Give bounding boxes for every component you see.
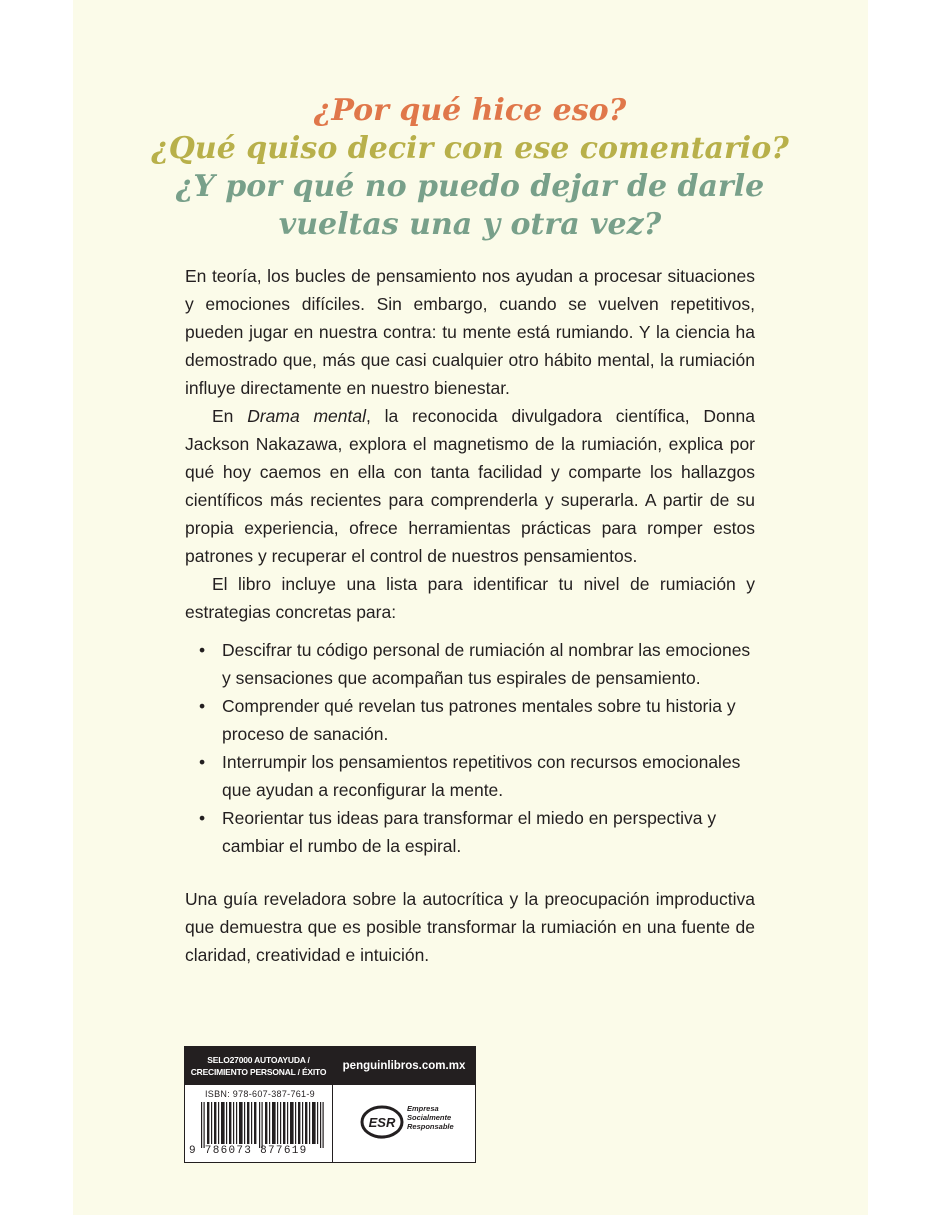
- headline-line-1: ¿Por qué hice eso?: [313, 93, 627, 128]
- category-line-1: SELO27000 AUTOAYUDA /: [207, 1055, 310, 1065]
- closing-text: Una guía reveladora sobre la autocrítica y la preocupación improductiva que demuestra que es posible transformar la rumiación en una fuente de claridad, creatividad e intuición.: [185, 889, 755, 965]
- strategy-list: [185, 636, 755, 860]
- publisher-info-box: [184, 1046, 476, 1163]
- headline-line-3: ¿Y por qué no puedo dejar de darle: [175, 169, 765, 204]
- list-item-text: Descifrar tu código personal de rumiación al nombrar las emociones y sensaciones que acompañan tus espirales de pensamiento.: [222, 640, 751, 688]
- publisher-website: penguinlibros.com.mx: [333, 1047, 475, 1085]
- list-item-text: Comprender qué revelan tus patrones mentales sobre tu historia y proceso de sanación.: [222, 696, 736, 744]
- list-item: [185, 692, 755, 748]
- category-label: [185, 1047, 332, 1085]
- esr-line-2: Socialmente: [407, 1113, 452, 1122]
- list-item: [185, 748, 755, 804]
- book-title: Drama mental: [247, 406, 367, 426]
- headline: [0, 92, 940, 244]
- list-item-text: Reorientar tus ideas para transformar el miedo en perspectiva y cambiar el rumbo de la espiral.: [222, 808, 717, 856]
- bullet-icon: •: [199, 752, 206, 772]
- barcode-number: 9 786073 877619: [189, 1145, 308, 1157]
- synopsis-paragraph-1: En teoría, los bucles de pensamiento nos ayudan a procesar situaciones y emociones difíciles. Sin embargo, cuando se vuelven repetitivos, pueden jugar en nuestra contra: tu mente está rumiando. Y la ciencia ha demostrado que, más que casi cualquier otro hábito mental, la rumiación influye directamente en nuestro bienestar.: [185, 266, 755, 398]
- esr-label: [407, 1104, 454, 1131]
- synopsis-paragraph-2: [185, 402, 755, 570]
- barcode-icon: [199, 1102, 327, 1148]
- list-item: [185, 804, 755, 860]
- bullet-icon: •: [199, 640, 206, 660]
- list-item-text: Interrumpir los pensamientos repetitivos con recursos emocionales que ayudan a reconfigurar la mente.: [222, 752, 741, 800]
- esr-logo-text: ESR: [368, 1115, 396, 1130]
- esr-line-3: Responsable: [407, 1122, 454, 1131]
- synopsis-paragraph-3: El libro incluye una lista para identificar tu nivel de rumiación y estrategias concretas para:: [185, 574, 755, 622]
- closing-paragraph: [185, 885, 755, 969]
- category-line-2: CRECIMIENTO PERSONAL / ÉXITO: [190, 1067, 327, 1077]
- synopsis: [185, 262, 755, 860]
- headline-line-4: vueltas una y otra vez?: [278, 207, 662, 242]
- bullet-icon: •: [199, 696, 206, 716]
- p2-rest: , la reconocida divulgadora científica, Donna Jackson Nakazawa, explora el magnetismo de la rumiación, explica por qué hoy caemos en ella con tanta facilidad y comparte los hallazgos científicos más recientes para comprenderla y superarla. A partir de su propia experiencia, ofrece herramientas prácticas para romper estos patrones y recuperar el control de nuestros pensamientos.: [185, 406, 755, 566]
- esr-line-1: Empresa: [407, 1104, 439, 1113]
- isbn: ISBN: 978-607-387-761-9: [205, 1089, 315, 1099]
- divider: [332, 1047, 333, 1162]
- bullet-icon: •: [199, 808, 206, 828]
- headline-line-2: ¿Qué quiso decir con ese comentario?: [151, 131, 789, 166]
- p2-prefix: En: [212, 406, 248, 426]
- list-item: [185, 636, 755, 692]
